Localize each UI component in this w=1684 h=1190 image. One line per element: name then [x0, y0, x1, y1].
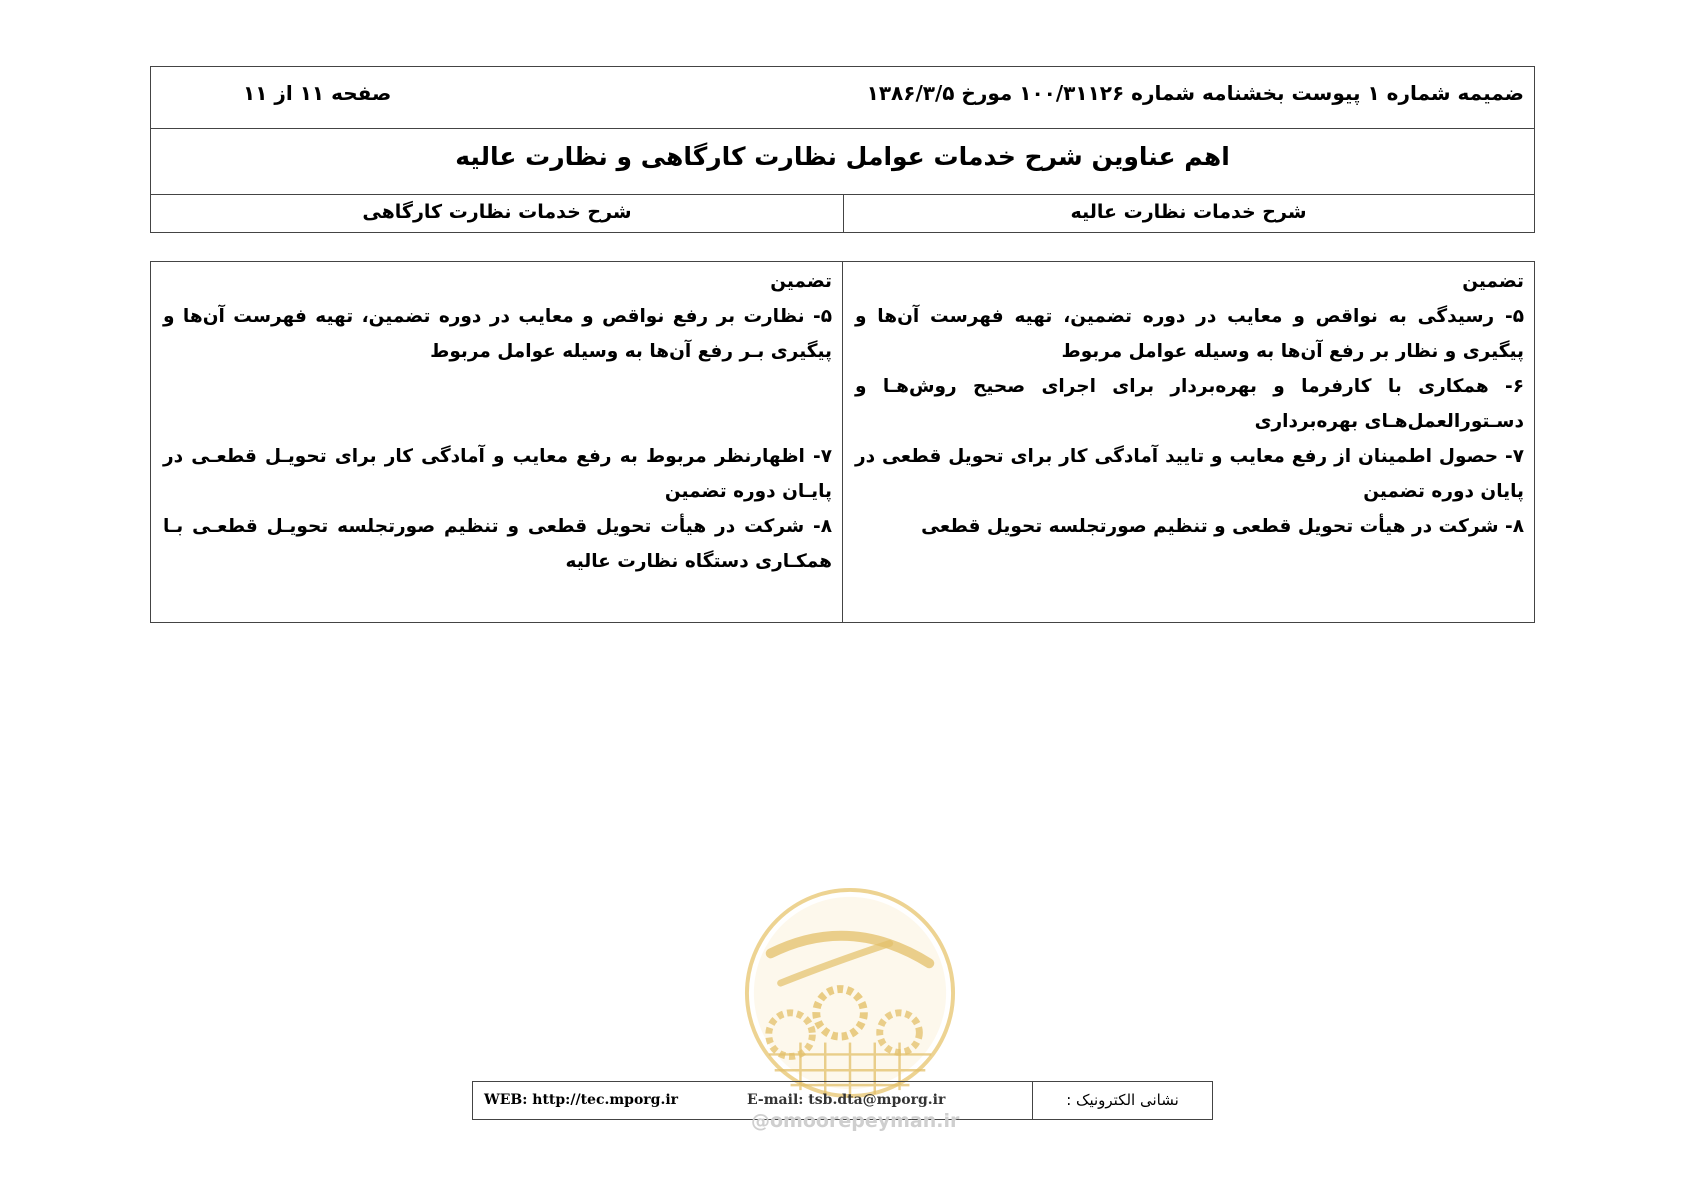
- email-link[interactable]: E-mail: tsb.dta@mporg.ir: [747, 1092, 946, 1108]
- list-item: ۵- رسیدگی به نواقص و معایب در دوره تضمین، تهیه فهرست آن‌ها و پیگیری و نظار بر رفع آن‌ها به وسیله عوامل مربوط: [855, 306, 1524, 362]
- watermark: @omoorepeyman.ir: [751, 1110, 960, 1132]
- section-heading: تضمین: [770, 271, 832, 292]
- list-item: ۶- همکاری با کارفرما و بهره‌بردار برای اجرای صحیح روش‌هـا و دسـتورالعمل‌هـای بهره‌برداری: [855, 376, 1524, 432]
- column-title-site-supervision: شرح خدمات نظارت کارگاهی: [151, 194, 844, 233]
- high-supervision-column: [843, 262, 1534, 622]
- list-item: ۷- اظهارنظر مربوط به رفع معایب و آمادگی کار برای تحویـل قطعـی در پایـان دوره تضمین: [163, 446, 832, 502]
- list-item: ۷- حصول اطمینان از رفع معایب و تایید آمادگی کار برای تحویل قطعی در پایان دوره تضمین: [855, 446, 1524, 502]
- omoor-peyman-seal-logo: [741, 884, 959, 1102]
- header-row-columns: [151, 194, 1534, 233]
- column-title-high-supervision: شرح خدمات نظارت عالیه: [1070, 201, 1307, 223]
- website-link[interactable]: WEB: http://tec.mporg.ir: [484, 1092, 679, 1108]
- section-heading: تضمین: [1462, 271, 1524, 292]
- list-item: ۸- شرکت در هیأت تحویل قطعی و تنظیم صورتجلسه تحویل قطعی: [921, 516, 1524, 537]
- contact-label: نشانی الکترونیک :: [1032, 1082, 1212, 1119]
- annex-reference: ضمیمه شماره ۱ پیوست بخشنامه شماره ۱۰۰/۳۱۱۲۶ مورخ ۱۳۸۶/۳/۵: [866, 81, 1524, 105]
- page-number: صفحه ۱۱ از ۱۱: [243, 81, 392, 105]
- blank-space: [163, 369, 832, 439]
- header-row-title: [151, 128, 1534, 195]
- list-item: ۸- شرکت در هیأت تحویل قطعی و تنظیم صورتجلسه تحویـل قطعـی بـا همکـاری دستگاه نظارت عالیه: [163, 516, 832, 572]
- services-table: [150, 261, 1535, 623]
- page-title: اهم عناوین شرح خدمات عوامل نظارت کارگاهی و نظارت عالیه: [455, 142, 1230, 171]
- list-item: ۵- نظارت بر رفع نواقص و معایب در دوره تضمین، تهیه فهرست آن‌ها و پیگیری بـر رفع آن‌ها به وسیله عوامل مربوط: [163, 306, 832, 362]
- header-table: [150, 66, 1535, 233]
- header-row-annex: [151, 67, 1534, 129]
- site-supervision-column: [151, 262, 843, 622]
